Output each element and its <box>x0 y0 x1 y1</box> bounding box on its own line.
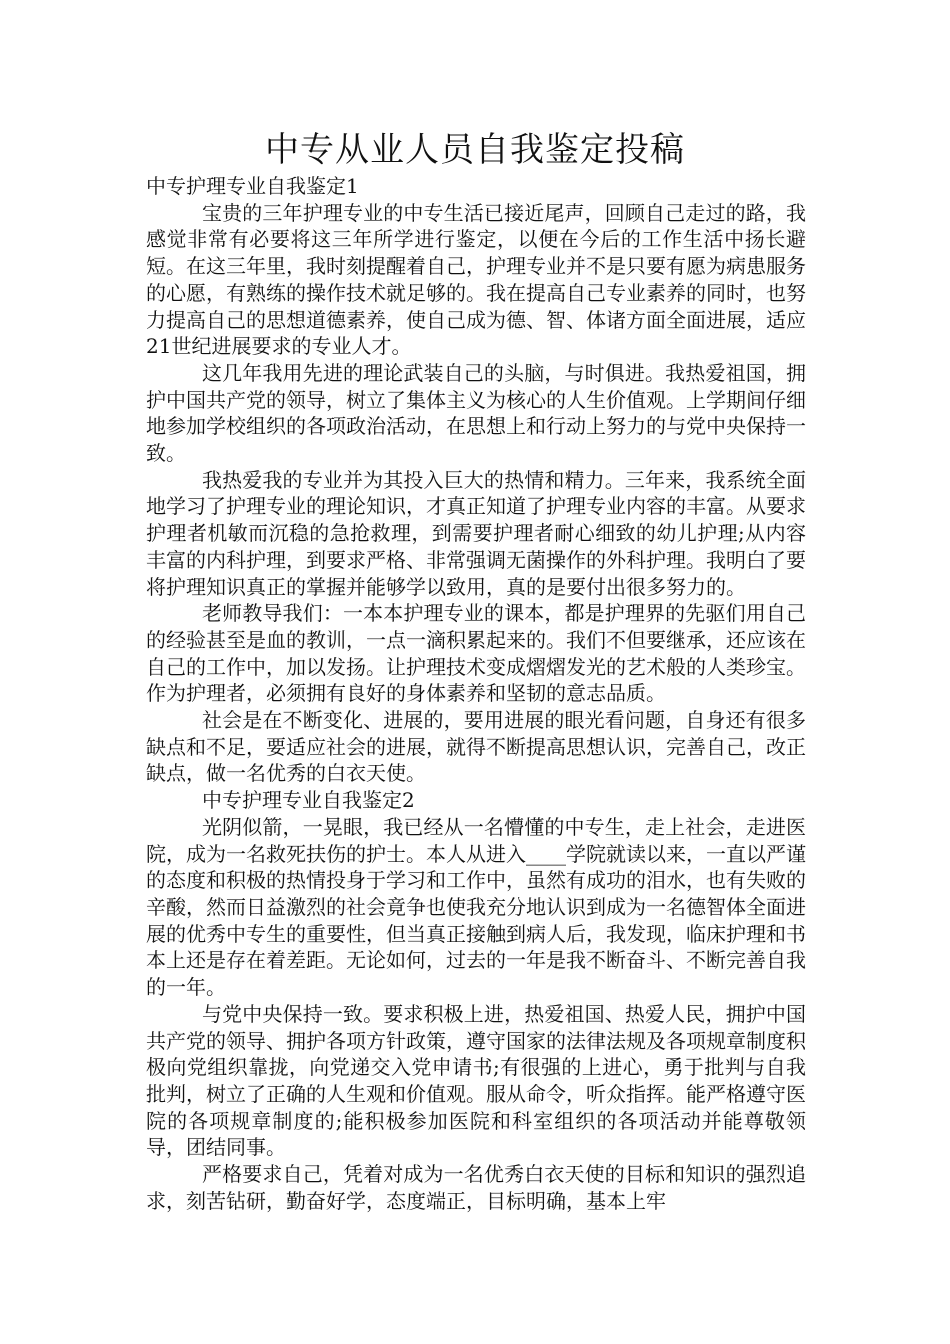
body-paragraph: 宝贵的三年护理专业的中专生活已接近尾声，回顾自己走过的路，我感觉非常有必要将这三年所学进行鉴定，以便在今后的工作生活中扬长避短。在这三年里，我时刻提醒着自己，护理专业并不是只要有愿为病患服务的心愿，有熟练的操作技术就足够的。我在提高自己专业素养的同时，也努力提高自己的思想道德素养，使自己成为德、智、体诸方面全面进展，适应21世纪进展要求的专业人才。 <box>146 200 806 359</box>
section-heading: 中专护理专业自我鉴定2 <box>202 788 415 813</box>
body-paragraph: 老师教导我们：一本本护理专业的课本，都是护理界的先驱们用自己的经验甚至是血的教训，一点一滴积累起来的。我们不但要继承，还应该在自己的工作中，加以发扬。让护理技术变成熠熠发光的艺术般的人类珍宝。作为护理者，必须拥有良好的身体素养和坚韧的意志品质。 <box>146 601 806 706</box>
section-heading: 中专护理专业自我鉴定1 <box>146 174 359 198</box>
body-paragraph: 社会是在不断变化、进展的，要用进展的眼光看问题，自身还有很多缺点和不足，要适应社会的进展，就得不断提高思想认识，完善自己，改正缺点，做一名优秀的白衣天使。 <box>146 708 806 786</box>
body-paragraph: 光阴似箭，一晃眼，我已经从一名懵懂的中专生，走上社会，走进医院，成为一名救死扶伤的护士。本人从进入____学院就读以来，一直以严谨的态度和积极的热情投身于学习和工作中，虽然有成功的泪水，也有失败的辛酸，然而日益激烈的社会竟争也使我充分地认识到成为一名德智体全面进展的优秀中专生的重要性，但当真正接触到病人后，我发现，临床护理和书本上还是存在着差距。无论如何，过去的一年是我不断奋斗、不断完善自我的一年。 <box>146 814 806 1000</box>
body-paragraph: 与党中央保持一致。要求积极上进，热爱祖国、热爱人民，拥护中国共产党的领导、拥护各项方针政策，遵守国家的法律法规及各项规章制度积极向党组织靠拢，向党递交入党申请书;有很强的上进心，勇于批判与自我批判，树立了正确的人生观和价值观。服从命令，听众指挥。能严格遵守医院的各项规章制度的;能积极参加医院和科室组织的各项活动并能尊敬领导，团结同事。 <box>146 1001 806 1160</box>
body-paragraph: 这几年我用先进的理论武装自己的头脑，与时俱进。我热爱祖国，拥护中国共产党的领导，树立了集体主义为核心的人生价值观。上学期间仔细地参加学校组织的各项政治活动，在思想上和行动上努力的与党中央保持一致。 <box>146 360 806 466</box>
body-paragraph: 我热爱我的专业并为其投入巨大的热情和精力。三年来，我系统全面地学习了护理专业的理论知识，才真正知道了护理专业内容的丰富。从要求护理者机敏而沉稳的急抢救理，到需要护理者耐心细致的幼儿护理;从内容丰富的内科护理，到要求严格、非常强调无菌操作的外科护理。我明白了要将护理知识真正的掌握并能够学以致用，真的是要付出很多努力的。 <box>146 467 806 599</box>
document-title: 中专从业人员自我鉴定投稿 <box>265 130 685 170</box>
body-paragraph: 严格要求自己，凭着对成为一名优秀白衣天使的目标和知识的强烈追求，刻苦钻研，勤奋好学，态度端正，目标明确，基本上牢 <box>146 1162 806 1213</box>
document-body <box>146 173 806 1214</box>
